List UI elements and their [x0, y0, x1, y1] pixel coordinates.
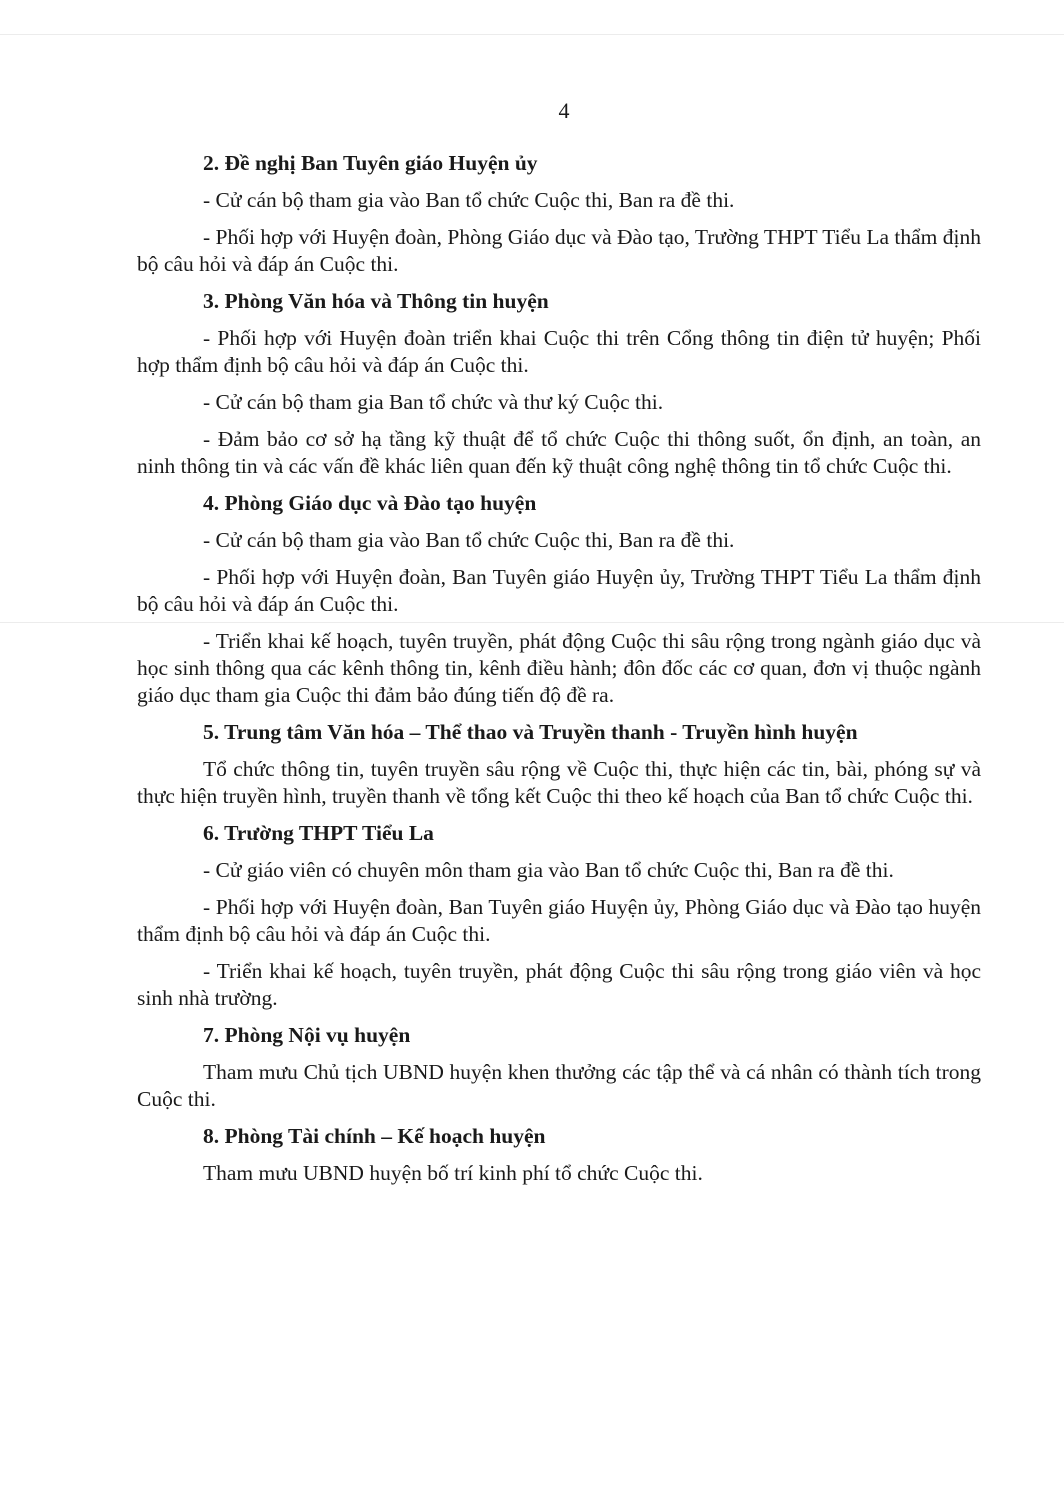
section-phong-tai-chinh — [137, 1123, 981, 1187]
paragraph: Tham mưu Chủ tịch UBND huyện khen thưởng các tập thể và cá nhân có thành tích trong Cuộc thi. — [137, 1060, 981, 1111]
section-truong-thpt — [137, 820, 981, 1012]
section-phong-noi-vu — [137, 1022, 981, 1113]
paragraph: Tổ chức thông tin, tuyên truyền sâu rộng về Cuộc thi, thực hiện các tin, bài, phóng sự và thực hiện truyền hình, truyền thanh về tổng kết Cuộc thi theo kế hoạch của Ban tổ chức Cuộc thi. — [137, 757, 981, 808]
paragraph: - Phối hợp với Huyện đoàn triển khai Cuộc thi trên Cổng thông tin điện tử huyện; Phối hợp thẩm định bộ câu hỏi và đáp án Cuộc thi. — [137, 326, 981, 377]
paragraph: - Đảm bảo cơ sở hạ tầng kỹ thuật để tổ chức Cuộc thi thông suốt, ổn định, an toàn, an ninh thông tin và các vấn đề khác liên quan đến kỹ thuật công nghệ thông tin tổ chức Cuộc thi. — [137, 427, 981, 478]
section-heading: 8. Phòng Tài chính – Kế hoạch huyện — [203, 1124, 546, 1148]
section-heading: 5. Trung tâm Văn hóa – Thể thao và Truyền thanh - Truyền hình huyện — [203, 720, 858, 744]
section-trung-tam-van-hoa — [137, 719, 981, 810]
document-body — [137, 150, 981, 1197]
paragraph: Tham mưu UBND huyện bố trí kinh phí tổ chức Cuộc thi. — [203, 1161, 703, 1185]
paragraph: - Cử giáo viên có chuyên môn tham gia vào Ban tổ chức Cuộc thi, Ban ra đề thi. — [203, 858, 894, 882]
section-heading: 3. Phòng Văn hóa và Thông tin huyện — [203, 289, 549, 313]
section-phong-van-hoa — [137, 288, 981, 480]
section-heading: 2. Đề nghị Ban Tuyên giáo Huyện ủy — [203, 151, 538, 175]
paragraph: - Phối hợp với Huyện đoàn, Ban Tuyên giáo Huyện ủy, Phòng Giáo dục và Đào tạo huyện thẩm định bộ câu hỏi và đáp án Cuộc thi. — [137, 895, 981, 946]
section-phong-giao-duc — [137, 490, 981, 709]
paragraph: - Triển khai kế hoạch, tuyên truyền, phát động Cuộc thi sâu rộng trong ngành giáo dục và học sinh thông qua các kênh thông tin, kênh điều hành; đôn đốc các cơ quan, đơn vị thuộc ngành giáo dục tham gia Cuộc thi đảm bảo đúng tiến độ đề ra. — [137, 629, 981, 707]
scan-artifact-line — [0, 34, 1064, 35]
section-heading: 6. Trường THPT Tiểu La — [203, 821, 434, 845]
page-number: 4 — [558, 98, 570, 123]
paragraph: - Triển khai kế hoạch, tuyên truyền, phát động Cuộc thi sâu rộng trong giáo viên và học sinh nhà trường. — [137, 959, 981, 1010]
paragraph: - Phối hợp với Huyện đoàn, Ban Tuyên giáo Huyện ủy, Trường THPT Tiểu La thẩm định bộ câu hỏi và đáp án Cuộc thi. — [137, 565, 981, 616]
paragraph: - Cử cán bộ tham gia vào Ban tổ chức Cuộc thi, Ban ra đề thi. — [203, 188, 735, 212]
section-ban-tuyen-giao — [137, 150, 981, 278]
paragraph: - Phối hợp với Huyện đoàn, Phòng Giáo dục và Đào tạo, Trường THPT Tiểu La thẩm định bộ câu hỏi và đáp án Cuộc thi. — [137, 225, 981, 276]
paragraph: - Cử cán bộ tham gia vào Ban tổ chức Cuộc thi, Ban ra đề thi. — [203, 528, 735, 552]
paragraph: - Cử cán bộ tham gia Ban tổ chức và thư ký Cuộc thi. — [203, 390, 664, 414]
section-heading: 4. Phòng Giáo dục và Đào tạo huyện — [203, 491, 537, 515]
section-heading: 7. Phòng Nội vụ huyện — [203, 1023, 411, 1047]
